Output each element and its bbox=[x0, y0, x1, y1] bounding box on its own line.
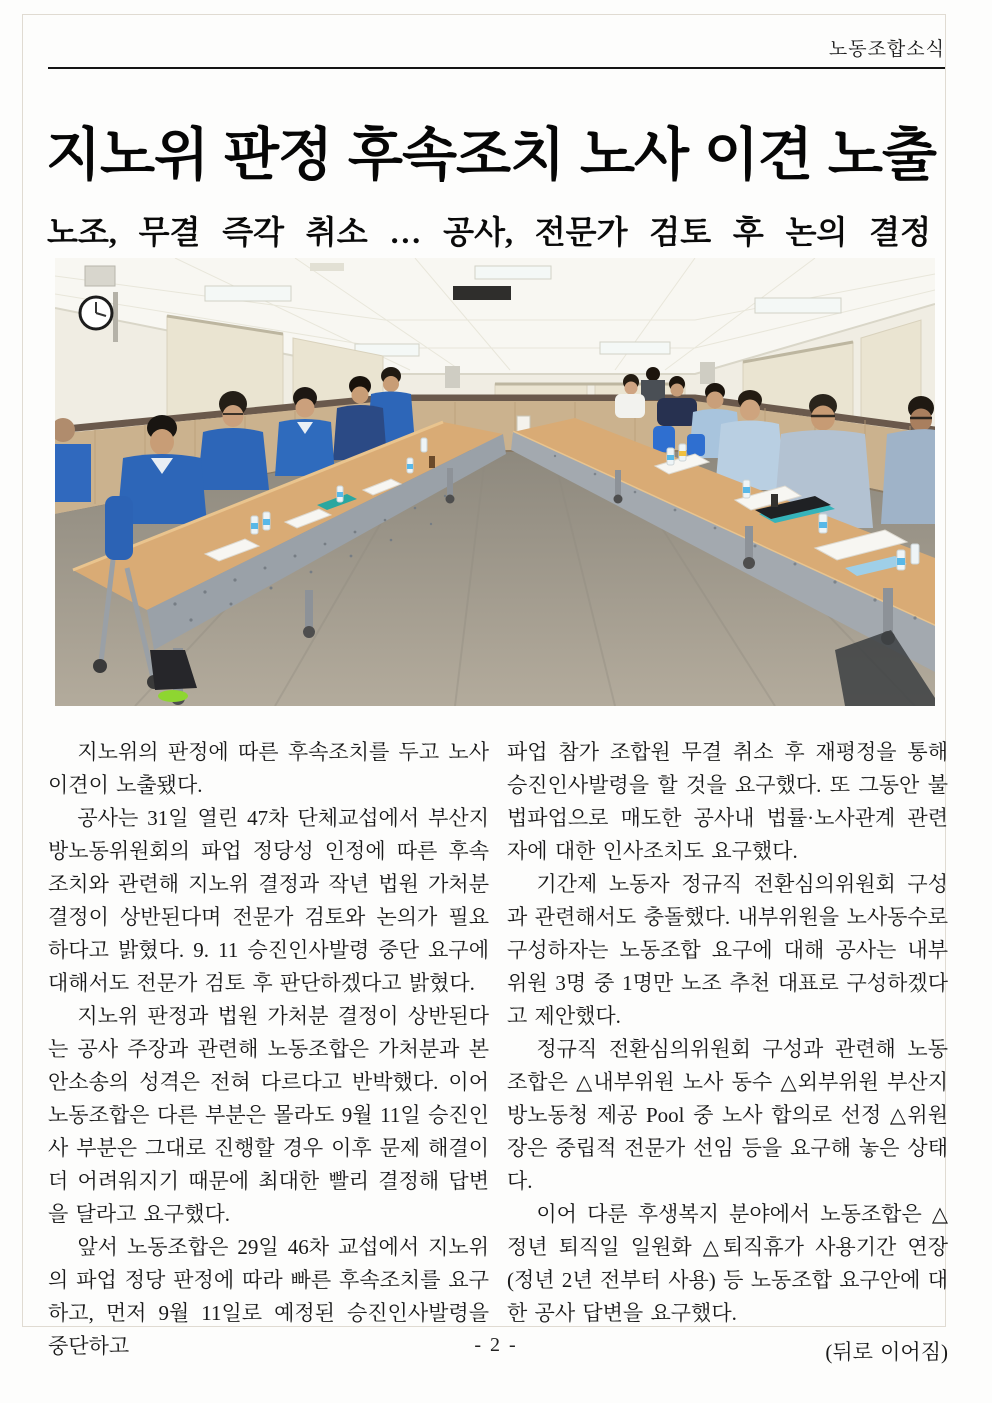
speaker bbox=[85, 266, 115, 286]
article-body bbox=[48, 736, 948, 1369]
projector bbox=[453, 286, 511, 300]
continuation-note: (뒤로 이어짐) bbox=[825, 1340, 948, 1364]
column-left bbox=[48, 736, 489, 1369]
header-rule bbox=[48, 67, 945, 69]
paragraph: 파업 참가 조합원 무결 취소 후 재평정을 통해 승진인사발령을 할 것을 요구했다. 또 그동안 불법파업으로 매도한 공사내 법률·노사관계 관련자에 대한 인사조치도 요구했다. bbox=[507, 740, 948, 863]
speaker bbox=[445, 366, 460, 388]
page-number: - 2 - bbox=[474, 1334, 518, 1356]
section-label: 노동조합소식 bbox=[828, 39, 945, 60]
paragraph: 앞서 노동조합은 29일 46차 교섭에서 지노위의 파업 정당 판정에 따라 빠른 후속조치를 요구하고, 먼저 9월 11일로 예정된 승진인사발령을 중단하고 bbox=[48, 1235, 489, 1358]
paragraph: 이어 다룬 후생복지 분야에서 노동조합은 △정년 퇴직일 일원화 △퇴직휴가 사용기간 연장(정년 2년 전부터 사용) 등 노동조합 요구안에 대한 공사 답변을 요구했다. bbox=[507, 1202, 948, 1325]
column-right bbox=[507, 736, 948, 1369]
meeting-photo bbox=[55, 258, 935, 706]
paragraph: 기간제 노동자 정규직 전환심의위원회 구성과 관련해서도 충돌했다. 내부위원을 노사동수로 구성하자는 노동조합 요구에 대해 공사는 내부위원 3명 중 1명만 노조 추천 대표로 구성하겠다고 제안했다. bbox=[507, 872, 948, 1028]
meeting-photo-illustration bbox=[55, 258, 935, 706]
article-subheadline: 노조, 무결 즉각 취소 … 공사, 전문가 검토 후 논의 결정 bbox=[47, 213, 931, 250]
paragraph: 공사는 31일 열린 47차 단체교섭에서 부산지방노동위원회의 파업 정당성 인정에 따른 후속조치와 관련해 지노위 결정과 작년 법원 가처분 결정이 상반된다며 전문가 검토와 논의가 필요하다고 밝혔다. 9. 11 승진인사발령 중단 요구에 대해서도 전문가 검토 후 판단하겠다고 밝혔다. bbox=[48, 806, 489, 995]
speaker bbox=[700, 362, 715, 384]
paragraph: 지노위의 판정에 따른 후속조치를 두고 노사 이견이 노출됐다. bbox=[48, 740, 489, 797]
article-headline: 지노위 판정 후속조치 노사 이견 노출 bbox=[46, 123, 936, 188]
paragraph: 정규직 전환심의위원회 구성과 관련해 노동조합은 △내부위원 노사 동수 △외부위원 부산지방노동청 제공 Pool 중 노사 합의로 선정 △위원장은 중립적 전문가 선임 등을 요구해 놓은 상태다. bbox=[507, 1037, 948, 1193]
paragraph: 지노위 판정과 법원 가처분 결정이 상반된다는 공사 주장과 관련해 노동조합은 가처분과 본안소송의 성격은 전혀 다르다고 반박했다. 이어 노동조합은 다른 부분은 몰라도 9월 11일 승진인사 부분은 그대로 진행할 경우 이후 문제 해결이 더 어려워지기 때문에 최대한 빨리 결정해 답변을 달라고 요구했다. bbox=[48, 1004, 489, 1226]
wall-clock bbox=[80, 297, 112, 329]
